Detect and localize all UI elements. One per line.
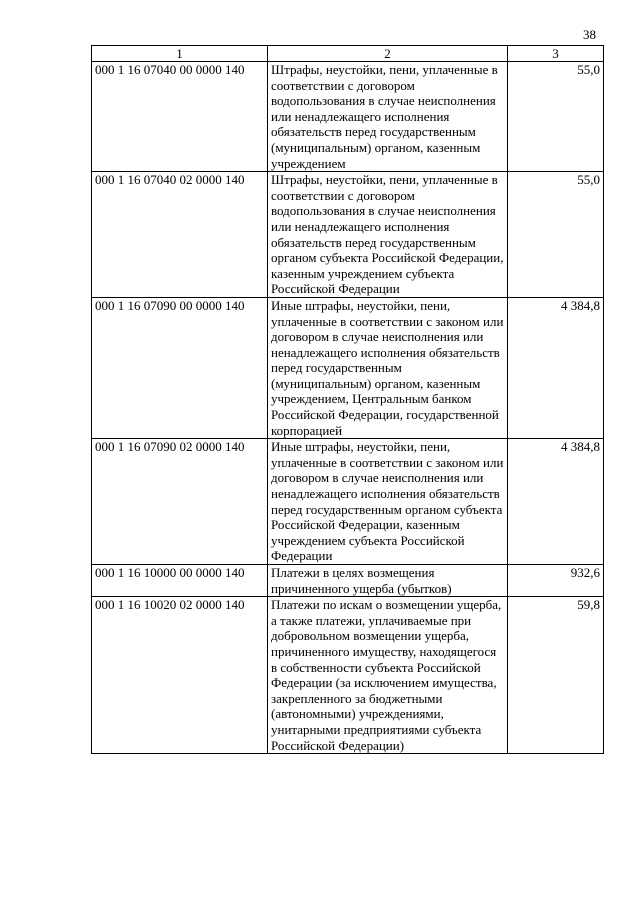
table-row <box>92 439 604 565</box>
amount-cell: 4 384,8 <box>508 439 604 565</box>
table-row <box>92 172 604 298</box>
table-header-row <box>92 46 604 62</box>
amount-cell: 59,8 <box>508 597 604 754</box>
revenue-name-cell: Платежи по искам о возмещении ущерба, а также платежи, уплачиваемые при добровольном возмещении ущерба, причиненного имуществу, находящегося в собственности субъекта Российской Федерации (за исключением имущества, закрепленного за бюджетными (автономными) учреждениями, унитарными предприятиями субъекта Российской Федерации) <box>268 597 508 754</box>
amount-cell: 4 384,8 <box>508 297 604 438</box>
amount-cell: 55,0 <box>508 62 604 172</box>
budget-revenue-table <box>91 45 604 754</box>
column-header-name: 2 <box>268 46 508 62</box>
amount-cell: 932,6 <box>508 565 604 597</box>
table-row <box>92 565 604 597</box>
revenue-name-cell: Штрафы, неустойки, пени, уплаченные в соответствии с договором водопользования в случае неисполнения или ненадлежащего исполнения обязательств перед государственным (муниципальным) органом, казенным учреждением <box>268 62 508 172</box>
budget-code-cell: 000 1 16 10020 02 0000 140 <box>92 597 268 754</box>
revenue-name-cell: Иные штрафы, неустойки, пени, уплаченные в соответствии с законом или договором в случае неисполнения или ненадлежащего исполнения обязательств перед государственным органом субъекта Российской Федерации, казенным учреждением субъекта Российской Федерации <box>268 439 508 565</box>
revenue-name-cell: Платежи в целях возмещения причиненного ущерба (убытков) <box>268 565 508 597</box>
column-header-amount: 3 <box>508 46 604 62</box>
column-header-code: 1 <box>92 46 268 62</box>
revenue-name-cell: Иные штрафы, неустойки, пени, уплаченные в соответствии с законом или договором в случае неисполнения или ненадлежащего исполнения обязательств перед государственным (муниципальным) органом, казенным учреждением, Центральным банком Российской Федерации, государственной корпорацией <box>268 297 508 438</box>
table-row <box>92 62 604 172</box>
table-row <box>92 597 604 754</box>
budget-code-cell: 000 1 16 07040 00 0000 140 <box>92 62 268 172</box>
budget-code-cell: 000 1 16 07040 02 0000 140 <box>92 172 268 298</box>
revenue-name-cell: Штрафы, неустойки, пени, уплаченные в соответствии с договором водопользования в случае неисполнения или ненадлежащего исполнения обязательств перед государственным органом субъекта Российской Федерации, казенным учреждением субъекта Российской Федерации <box>268 172 508 298</box>
page-number: 38 <box>583 27 596 42</box>
amount-cell: 55,0 <box>508 172 604 298</box>
table-row <box>92 297 604 438</box>
budget-code-cell: 000 1 16 07090 00 0000 140 <box>92 297 268 438</box>
budget-code-cell: 000 1 16 10000 00 0000 140 <box>92 565 268 597</box>
budget-code-cell: 000 1 16 07090 02 0000 140 <box>92 439 268 565</box>
